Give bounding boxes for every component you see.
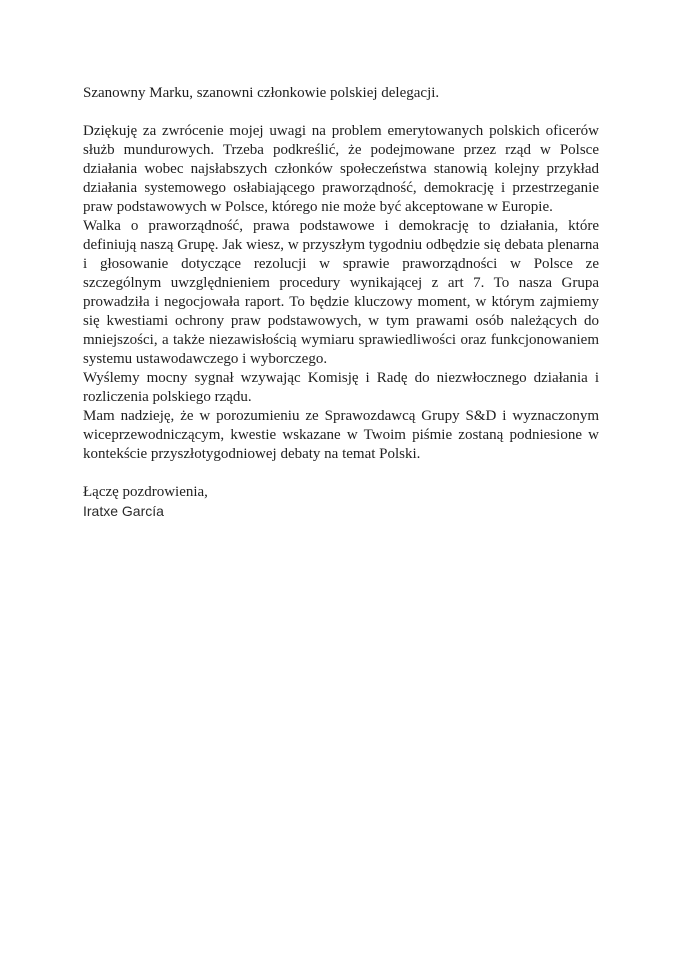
letter-signature-name: Iratxe García — [83, 503, 164, 519]
letter-paragraph-3: Wyślemy mocny sygnał wzywając Komisję i Radę do niezwłocznego działania i rozliczenia polskiego rządu. — [83, 370, 599, 405]
letter-closing-block — [83, 483, 599, 521]
letter-paragraph-4: Mam nadzieję, że w porozumieniu ze Sprawozdawcą Grupy S&D i wyznaczonym wiceprzewodniczącym, kwestie wskazane w Twoim piśmie zostaną podniesione w kontekście przyszłotygodniowej debaty na temat Polski. — [83, 408, 599, 462]
letter-closing: Łączę pozdrowienia, — [83, 484, 208, 500]
letter-salutation: Szanowny Marku, szanowni członkowie polskiej delegacji. — [83, 85, 440, 101]
letter-paragraph-2: Walka o praworządność, prawa podstawowe i demokrację to działania, które definiują naszą Grupę. Jak wiesz, w przyszłym tygodniu odbędzie się debata plenarna i głosowanie dotyczące rezolucji w sprawie praworządności w Polsce ze szczególnym uwzględnieniem procedury wynikającej z art 7. To nasza Grupa prowadziła i negocjowała raport. To będzie kluczowy moment, w którym zajmiemy się kwestiami ochrony praw podstawowych, w tym prawami osób należących do mniejszości, a także niezawisłością wymiaru sprawiedliwości oraz funkcjonowaniem systemu ustawodawczego i wyborczego. — [83, 218, 599, 367]
letter-body — [83, 84, 599, 521]
letter-paragraph-1: Dziękuję za zwrócenie mojej uwagi na problem emerytowanych polskich oficerów służb mundurowych. Trzeba podkreślić, że podejmowane przez rząd w Polsce działania wobec najsłabszych członków społeczeństwa stanowią kolejny przykład działania systemowego osłabiającego praworządność, demokrację i przestrzeganie praw podstawowych w Polsce, którego nie może być akceptowane w Europie. — [83, 123, 599, 215]
